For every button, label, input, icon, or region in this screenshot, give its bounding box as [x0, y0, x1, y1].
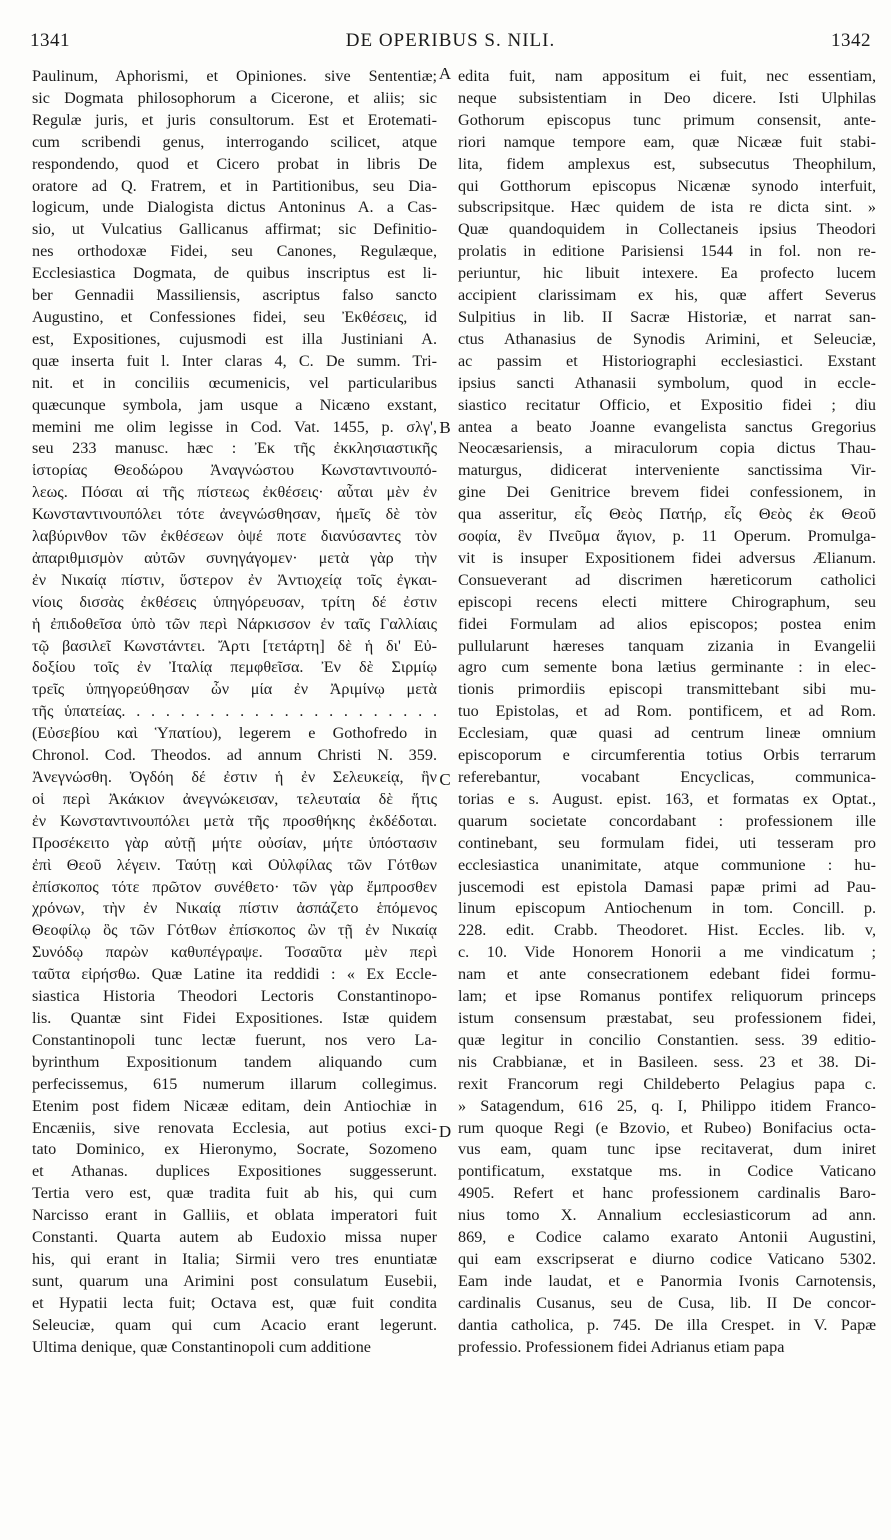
text-line: Κωνσταντινουπόλει τότε ἀνεγνώσθησαν, ἡμεῖς δὲ τὸν	[32, 505, 437, 524]
text-line: ctus Athanasius de Synodis Arimini, et Seleuciæ,	[458, 329, 876, 348]
text-line: pullularunt hæreses tanquam zizania in Evangelii	[458, 636, 876, 655]
text-line: torias e s. August. epist. 163, et formatas ex Optat.,	[458, 789, 876, 808]
margin-marker-c: C	[439, 770, 451, 789]
text-line: fidei Formulam ad alios episcopos; postea enim	[458, 614, 876, 633]
text-line: Chronol. Cod. Theodos. ad annum Christi N. 359.	[32, 746, 437, 765]
text-line: byrinthum Expositionum tandem aliquando cum	[32, 1052, 437, 1071]
text-line: ber Gennadii Massiliensis, ascriptus falso sancto	[32, 286, 437, 305]
text-line: Ecclesiastica Dogmata, de quibus inscriptus est li-	[32, 264, 437, 283]
text-line: ἐν Κωνσταντινουπόλει μετὰ τῆς προσθήκης ἐκδέδοται.	[32, 811, 437, 830]
text-line: Constanti. Quarta autem ab Eudoxio missa nuper	[32, 1228, 437, 1247]
text-line: subscripsitque. Hæc quidem de ista re dicta sint. »	[458, 198, 876, 217]
text-line: Eam inde laudat, et e Panormia Ivonis Carnotensis,	[458, 1271, 876, 1290]
text-line: Paulinum, Aphorismi, et Opiniones. sive Sententiæ;	[32, 67, 437, 85]
text-line: ac passim et Historiographi ecclesiastici. Exstant	[458, 351, 876, 370]
text-line: est, Expositiones, cujusmodi est illa Justiniani A.	[32, 329, 437, 348]
text-line: nis Crabbianæ, et in Basileen. sess. 23 et 38. Di-	[458, 1052, 876, 1071]
text-line: sunt, quarum una Arimini post consulatum Eusebii,	[32, 1271, 437, 1290]
text-line: ecclesiastica unanimitate, atque communione : hu-	[458, 855, 876, 874]
text-line: riori namque tempore eam, quæ Nicææ fuit stabi-	[458, 132, 876, 151]
text-line: Ultima denique, quæ Constantinopoli cum additione	[32, 1337, 371, 1356]
text-line: juscemodi est epistola Damasi papæ primi ad Pau-	[458, 877, 876, 896]
margin-marker-d: D	[438, 1122, 452, 1141]
text-line: οἱ περὶ Ἀκάκιον ἀνεγνώκεισαν, τελευταία δὲ ἥτις	[32, 789, 437, 808]
text-line: tionis primordiis episcopi transmittebant sibi mu-	[458, 680, 876, 699]
text-line: Seleuciæ, quam qui cum Acacio erant legerunt.	[32, 1315, 437, 1334]
text-line: ἐπὶ Θεοῦ λέγειν. Ταύτῃ καὶ Οὐλφίλας τῶν Γότθων	[32, 855, 437, 874]
text-line: accipient clarissimam ex his, quæ affert Severus	[458, 286, 876, 305]
text-line: ἀπαριθμισμὸν αὐτῶν συνηγάγομεν· μετὰ γὰρ τὴν	[32, 548, 437, 567]
text-line: siastico recitatur Officio, et Expositio fidei ; diu	[458, 395, 876, 414]
text-line: Gothorum episcopus tunc primum consensit, ante-	[458, 110, 876, 129]
text-line: gine Dei Genitrice brevem fidei confessionem, in	[458, 483, 876, 502]
left-column	[32, 66, 437, 1358]
text-line: nit. et in conciliis œcumenicis, vel particularibus	[32, 373, 437, 392]
text-line: cum scribendi genus, interrogando scilicet, atque	[32, 132, 437, 151]
text-line: episcoporum e circumferentia totius Orbis terrarum	[458, 746, 876, 765]
text-line: ταῦτα εἰρήσθω. Quæ Latine ita reddidi : « Ex Eccle-	[32, 965, 437, 984]
text-line: episcopi recens electi mittere Chirographum, seu	[458, 592, 876, 611]
text-line: perfecissemus, 615 numerum illarum collegimus.	[32, 1074, 437, 1093]
text-line: ἡ ἐπιδοθεῖσα ὑπὸ τῶν περὶ Νάρκισσον ἐν ταῖς Γαλλίαις	[32, 614, 437, 633]
text-line: c. 10. Vide Honorem Honorii a me vindicatum ;	[458, 943, 876, 962]
text-line: antea a beato Joanne evangelista sanctus Gregorius	[458, 417, 876, 436]
text-line: σοφία, ἓν Πνεῦμα ἅγιον, p. 11 Operum. Promulga-	[458, 527, 876, 546]
text-line: periuntur, hic libuit intexere. Ea profecto lucem	[458, 264, 876, 283]
text-line: neque subsistentiam in Deo dicere. Isti Ulphilas	[458, 88, 876, 107]
text-line: memini me olim legisse in Cod. Vat. 1455, p. σλγ',	[32, 417, 437, 436]
text-line: » Satagendum, 616 25, q. I, Philippo itidem Franco-	[458, 1096, 876, 1115]
text-line: edita fuit, nam appositum ei fuit, nec essentiam,	[458, 67, 876, 85]
text-line: professio. Professionem fidei Adrianus etiam papa	[458, 1337, 785, 1356]
text-line: Συνόδῳ παρὼν καθυπέγραψε. Τοσαῦτα μὲν περὶ	[32, 943, 437, 962]
text-line: ἐπίσκοπος τότε πρῶτον συνέθετο· τῶν γὰρ ἔμπροσθεν	[32, 877, 437, 896]
text-line: (Εὐσεβίου καὶ Ὑπατίου), legerem e Gothofredo in	[32, 724, 437, 743]
text-line: Ἀνεγνώσθη. Ὀγδόη δέ ἐστιν ἡ ἐν Σελευκείᾳ, ἣν	[32, 768, 437, 786]
text-line: δοξίου τοῖς ἐν Ἰταλίᾳ πεμφθεῖσα. Ἐν δὲ Σιρμίῳ	[32, 658, 437, 677]
text-line: 228. edit. Crabb. Theodoret. Hist. Eccles. lib. v,	[458, 921, 876, 940]
text-line: qua asseritur, εἷς Θεὸς Πατήρ, εἷς Θεὸς ἐκ Θεοῦ	[458, 505, 876, 524]
text-line: χρόνων, τὴν ἐν Νικαίᾳ πίστιν ἀσπάζετο ἑπόμενος	[32, 899, 437, 918]
text-line: ipsius sancti Athanasii symbolum, quod in eccle-	[458, 373, 876, 392]
text-line: qui Gotthorum episcopus Nicænæ synodo interfuit,	[458, 176, 876, 195]
text-line: vit is insuper Expositionem fidei adversus Ælianum.	[458, 548, 876, 567]
text-line: Θεοφίλῳ ὃς τῶν Γότθων ἐπίσκοπος ὢν τῇ ἐν Νικαίᾳ	[32, 921, 437, 940]
text-line: Sulpitius in lib. II Sacræ Historiæ, et narrat san-	[458, 307, 876, 326]
text-line: Narcisso erant in Galliis, et oblata imperatori fuit	[32, 1206, 437, 1225]
right-column	[458, 66, 876, 1358]
text-line: sic Dogmata philosophorum a Cicerone, et aliis; sic	[32, 88, 437, 107]
text-line: rum quoque Regi (e Bzovio, et Rubeo) Bonifacius octa-	[458, 1118, 876, 1137]
text-line: Quæ quandoquidem in Collectaneis ipsius Theodori	[458, 220, 876, 239]
text-line: νίοις δισσὰς ἐκθέσεις ὑπηγόρευσαν, τρίτη δέ ἐστιν	[32, 592, 437, 611]
text-line: tuo Epistolas, et ad Rom. pontificem, et ad Rom.	[458, 702, 876, 721]
text-line: ἐν Νικαίᾳ πίστιν, ὕστερον ἐν Ἀντιοχείᾳ τοῖς ἐγκαι-	[32, 570, 437, 589]
text-line: continebant, seu formulam fidei, uti tesseram pro	[458, 833, 876, 852]
text-line: et Athanas. duplices Expositiones suggesserunt.	[32, 1162, 437, 1181]
text-line: lis. Quantæ sint Fidei Expositiones. Istæ quidem	[32, 1008, 437, 1027]
text-line: Ecclesiam, quæ quasi ad centrum lineæ omnium	[458, 724, 876, 743]
text-line: rexit Francorum regi Childeberto Pelagius papa c.	[458, 1074, 876, 1093]
text-line: τῷ βασιλεῖ Κωνστάντει. Ἄρτι [τετάρτη] δὲ ἡ δι' Εὐ-	[32, 636, 437, 655]
text-line: ἱστορίας Θεοδώρου Ἀναγνώστου Κωνσταντινουπό-	[32, 461, 437, 480]
text-line: siastica Historia Theodori Lectoris Constantinopo-	[32, 987, 437, 1006]
text-line: 869, e Codice calamo exarato Antonii Augustini,	[458, 1228, 876, 1247]
text-line: Προσέκειτο γὰρ αὐτῇ μήτε οὐσίαν, μήτε ὑπόστασιν	[32, 833, 437, 852]
text-line: 4905. Refert et hanc professionem cardinalis Baro-	[458, 1184, 876, 1203]
text-line: nam et ante consecrationem edebant fidei formu-	[458, 965, 876, 984]
text-line: istum consensum præstabat, seu professionem fidei,	[458, 1008, 876, 1027]
text-line: respondendo, quod et Cicero probat in libris De	[32, 154, 437, 173]
text-line: Neocæsariensis, a miraculorum copia dictus Thau-	[458, 439, 876, 458]
text-line: Etenim post fidem Nicææ editam, dein Antiochiæ in	[32, 1096, 437, 1115]
text-line: dantia catholica, p. 745. De illa Crespet. in V. Papæ	[458, 1315, 876, 1334]
text-line: oratore ad Q. Fratrem, et in Partitionibus, seu Dia-	[32, 176, 437, 195]
text-line: et Hypatii lecta fuit; Octava est, quæ fuit condita	[32, 1293, 437, 1312]
text-line: Constantinopoli tunc lectæ fuerunt, nos vero La-	[32, 1030, 437, 1049]
text-line: quæ inserta fuit l. Inter claras 4, C. De summ. Tri-	[32, 351, 437, 370]
page-number-left: 1341	[30, 30, 70, 51]
text-line: agro cum semente bona lætius germinante : in elec-	[458, 658, 876, 677]
text-line: quæcunque symbola, jam usque a Nicæno exstant,	[32, 395, 437, 414]
text-line: τρεῖς ὑπηγορεύθησαν ὧν μία ἐν Ἀριμίνῳ μετὰ	[32, 680, 437, 699]
text-line: vus eam, quam tunc ipse recitaverat, dum iniret	[458, 1140, 876, 1159]
running-header	[30, 30, 871, 60]
text-line: his, qui erant in Italia; Sirmii vero tres enuntiatæ	[32, 1249, 437, 1268]
text-line: linum episcopum Antiochenum in tom. Concill. p.	[458, 899, 876, 918]
text-line: logicum, unde Dialogistа dictus Antoninus A. a Cas-	[32, 198, 437, 217]
text-line: lam; et ipse Romanus pontifex reliquorum princeps	[458, 987, 876, 1006]
text-line: τῆς ὑπατείας. . . . . . . . . . . . . . . . . . . . . .	[32, 702, 437, 721]
margin-marker-a: A	[438, 64, 452, 83]
text-line: Tertia vero est, quæ tradita fuit ab his, qui cum	[32, 1184, 437, 1203]
text-line: nes orthodoxæ Fidei, seu Canones, Regulæque,	[32, 242, 437, 261]
text-line: cardinalis Cusanus, seu de Cusa, lib. II De concor-	[458, 1293, 876, 1312]
text-line: referebantur, vocabant Encyclicas, communica-	[458, 768, 876, 786]
text-line: Consueverant ad discrimen hæreticorum catholici	[458, 570, 876, 589]
text-line: seu 233 manusc. hæc : Ἐκ τῆς ἐκκλησιαστικῆς	[32, 439, 437, 458]
margin-marker-b: B	[439, 418, 451, 437]
text-line: quæ legitur in concilio Constantien. sess. 39 editio-	[458, 1030, 876, 1049]
text-line: quarum societate concordabant : professionem ille	[458, 811, 876, 830]
text-line: tato Dominico, ex Hieronymo, Socrate, Sozomeno	[32, 1140, 437, 1159]
text-line: Regulæ juris, et juris consultorum. Est et Erotemati-	[32, 110, 437, 129]
running-title: DE OPERIBUS S. NILI.	[345, 30, 556, 51]
text-line: lita, fidem amplexus est, subsecutus Theophilum,	[458, 154, 876, 173]
text-line: nius tomo X. Annalium ecclesiasticorum ad ann.	[458, 1206, 876, 1225]
text-line: λαβύρινθον τῶν ἐκθέσεων ὀψέ ποτε διανύσαντες τὸν	[32, 527, 437, 546]
text-line: Augustino, et Confessiones fidei, seu Ἐκθέσεις, id	[32, 307, 437, 326]
text-line: maturgus, didicerat interveniente sanctissima Vir-	[458, 461, 876, 480]
text-line: sio, ut Vulcatius Gallicanus affirmat; sic Definitio-	[32, 220, 437, 239]
text-line: λεως. Πόσαι αἱ τῆς πίστεως ἐκθέσεις· αὗται μὲν ἐν	[32, 483, 437, 502]
page-number-right: 1342	[831, 30, 871, 51]
text-line: pontificatum, exstatque ms. in Codice Vaticano	[458, 1162, 876, 1181]
text-line: prolatis in editione Parisiensi 1544 in fol. non re-	[458, 242, 876, 261]
text-line: Encæniis, sive renovata Ecclesia, aut potius exci-	[32, 1118, 437, 1137]
text-line: qui eam exscripserat e diurno codice Vaticano 5302.	[458, 1249, 876, 1268]
